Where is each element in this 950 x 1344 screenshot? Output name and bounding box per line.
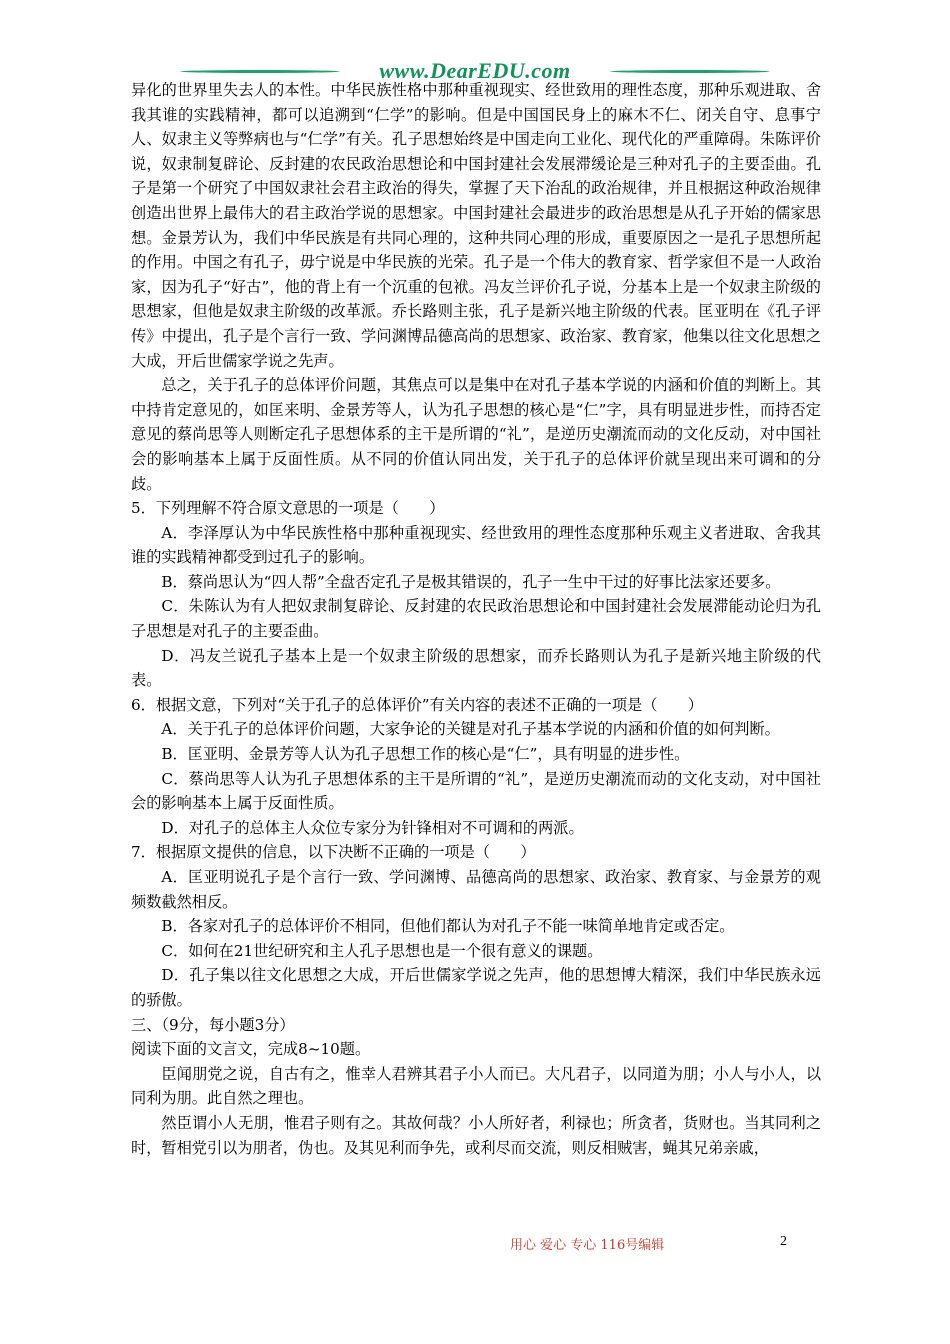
page-footer <box>0 1234 950 1254</box>
question-7-option-d: D．孔子集以往文化思想之大成，开后世儒家学说之先声，他的思想博大精深，我们中华民族永远的骄傲。 <box>131 966 821 1009</box>
summary-paragraph: 总之，关于孔子的总体评价问题，其焦点可以是集中在对孔子基本学说的内涵和价值的判断上。其中持肯定意见的，如匡来明、金景芳等人，认为孔子思想的核心是“仁”字，具有明显进步性，而持否定意见的蔡尚思等人则断定孔子思想体系的主干是所谓的“礼”，是逆历史潮流而动的文化反动，对中国社会的影响基本上属于反面性质。从不同的价值认同出发，关于孔子的总体评价就呈现出来可调和的分歧。 <box>131 376 821 493</box>
question-6-option-a: A．关于孔子的总体评价问题，大家争论的关键是对孔子基本学说的内涵和价值的如何判断。 <box>161 720 780 739</box>
question-5-option-c: C．朱陈认为有人把奴隶制复辟论、反封建的农民政治思想论和中国封建社会发展滞能动论归为孔子思想是对孔子的主要歪曲。 <box>131 597 821 641</box>
question-7-option-c: C．如何在21世纪研究和主人孔子思想也是一个很有意义的课题。 <box>161 941 603 960</box>
question-6-option-d: D．对孔子的总体主人众位专家分为针锋相对不可调和的两派。 <box>161 818 584 837</box>
question-5-option-b: B．蔡尚思认为“四人帮”全盘否定孔子是极其错误的，孔子一生中干过的好事比法家还要多。 <box>161 572 781 591</box>
classical-passage-paragraph-1: 臣闻朋党之说，自古有之，惟幸人君辨其君子小人而已。大凡君子，以同道为朋；小人与小人，以同利为朋。此自然之理也。 <box>131 1064 821 1108</box>
question-5: 5．下列理解不符合原文意思的一项是（ ） <box>131 499 445 518</box>
body-paragraph: 异化的世界里失去人的本性。中华民族性格中那种重视现实、经世致用的理性态度，那种乐观进取、舍我其谁的实践精神，都可以追溯到“仁学”的影响。但是中国国民身上的麻木不仁、闭关自守、息事宁人、奴隶主义等弊病也与“仁学”有关。孔子思想始终是中国走向工业化、现代化的严重障碍。朱陈评价说，奴隶制复辟论、反封建的农民政治思想论和中国封建社会发展滞缓论是三种对孔子的主要歪曲。孔子是第一个研究了中国奴隶社会君主政治的得失，掌握了天下治乱的政治规律，并且根据这种政治规律创造出世界上最伟大的君主政治学说的思想家。中国封建社会最进步的政治思想是从孔子开始的儒家思想。金景芳认为，我们中华民族是有共同心理的，这种共同心理的形成，重要原因之一是孔子思想所起的作用。中国之有孔子，毋宁说是中华民族的光荣。孔子是一个伟大的教育家、哲学家但不是一人政治家，因为孔子“好古”，他的背上有一个沉重的包袱。冯友兰评价孔子说，分基本上是一个奴隶主阶级的思想家，但他是奴隶主阶级的改革派。乔长路则主张，孔子是新兴地主阶级的代表。匡亚明在《孔子评传》中提出，孔子是个言行一致、学问渊博品德高尚的思想家、政治家、教育家，他集以往文化思想之大成，开后世儒家学说之先声。 <box>131 81 821 370</box>
question-7-option-b: B．各家对孔子的总体评价不相同，但他们都认为对孔子不能一味简单地肯定或否定。 <box>161 917 735 936</box>
question-7-option-a: A．匡亚明说孔子是个言行一致、学问渊博、品德高尚的思想家、政治家、教育家、与金景芳的观频数截然相反。 <box>131 868 821 911</box>
reading-instruction: 阅读下面的文言文，完成8~10题。 <box>131 1040 371 1059</box>
question-5-option-a: A．李泽厚认为中华民族性格中那种重视现实、经世致用的理性态度那种乐观主义者进取、舍我其谁的实践精神都受到过孔子的影响。 <box>131 523 821 567</box>
question-6-option-c: C．蔡尚思等人认为孔子思想体系的主干是所谓的“礼”，是逆历史潮流而动的文化支动，对中国社会的影响基本上属于反面性质。 <box>131 769 821 813</box>
question-5-option-d: D．冯友兰说孔子基本上是一个奴隶主阶级的思想家，而乔长路则认为孔子是新兴地主阶级的代表。 <box>131 646 821 690</box>
question-6: 6．根据文意，下列对“关于孔子的总体评价”有关内容的表述不正确的一项是（ ） <box>131 695 703 714</box>
page-number: 2 <box>780 1234 787 1249</box>
site-logo[interactable]: www.DearEDU.com <box>379 58 571 83</box>
question-6-option-b: B．匡亚明、金景芳等人认为孔子思想工作的核心是“仁”，具有明显的进步性。 <box>161 745 690 764</box>
classical-passage-paragraph-2: 然臣谓小人无朋，惟君子则有之。其故何哉？小人所好者，利禄也；所贪者，货财也。当其同利之时，暂相党引以为朋者，伪也。及其见利而争先，或利尽而交流，则反相贼害，蝇其兄弟亲戚， <box>131 1113 821 1157</box>
footer-slogan: 用心 爱心 专心 116号编辑 <box>510 1238 665 1253</box>
document-body <box>131 78 821 1160</box>
section-three-heading: 三、（9分，每小题3分） <box>131 1015 295 1034</box>
question-7: 7．根据原文提供的信息，以下决断不正确的一项是（ ） <box>131 843 536 862</box>
